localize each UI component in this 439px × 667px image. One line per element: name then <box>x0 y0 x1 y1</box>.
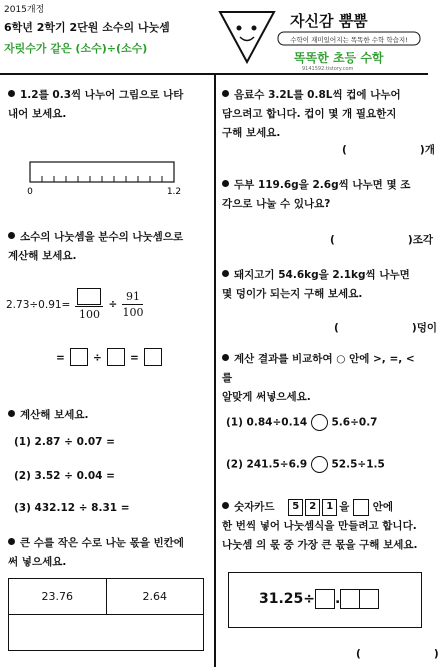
curriculum-tag: 2015개정 <box>4 5 45 15</box>
bullet-icon <box>8 90 15 97</box>
table-cell: 23.76 <box>9 579 107 615</box>
compare-row-1: (1) 0.84÷0.14 5.6÷0.7 <box>226 414 377 431</box>
bullet-icon <box>222 90 229 97</box>
bullet-icon <box>222 502 229 509</box>
worksheet-subtitle: 자릿수가 같은 (소수)÷(소수) <box>4 42 148 55</box>
question-4: 큰 수를 작은 수로 나눈 몫을 빈칸에 써 넣으세요. <box>8 537 184 568</box>
brand-url: 9141592.tistory.com <box>302 66 354 72</box>
digit-box[interactable] <box>340 589 360 609</box>
bullet-icon <box>8 538 15 545</box>
bullet-icon <box>222 354 229 361</box>
answer-blank[interactable]: ( )덩이 <box>334 322 437 334</box>
answer-blank[interactable]: ( )개 <box>342 144 435 156</box>
answer-blank[interactable]: ( ) <box>356 648 439 660</box>
bullet-icon <box>8 232 15 239</box>
answer-box[interactable] <box>144 348 162 366</box>
fraction-result-row: = ÷ = <box>56 346 162 366</box>
division-expression-box: 31.25÷ . <box>228 572 422 628</box>
question-7: 돼지고기 54.6kg을 2.1kg씩 나누면 몇 덩이가 되는지 구해 보세요. <box>222 269 410 300</box>
quotient-table <box>8 578 204 651</box>
answer-box[interactable] <box>70 348 88 366</box>
fraction-2: $\frac{91}{100}$ <box>122 290 144 319</box>
compare-row-2: (2) 241.5÷6.9 52.5÷1.5 <box>226 456 385 473</box>
bullet-icon <box>222 270 229 277</box>
ruler-start-label: 0 <box>27 187 33 197</box>
brand-subtitle: 똑똑한 초등 수학 <box>294 51 384 65</box>
answer-box[interactable] <box>107 348 125 366</box>
question-5: 음료수 3.2L를 0.8L씩 컵에 나누어 담으려고 합니다. 컵이 몇 개 필요한지 구해 보세요. <box>222 89 401 139</box>
worksheet-title: 6학년 2학기 2단원 소수의 나눗셈 <box>4 21 170 34</box>
brand-logo <box>216 4 424 72</box>
column-divider <box>214 75 216 667</box>
compare-circle[interactable] <box>311 456 328 473</box>
table-cell: 2.64 <box>106 579 203 615</box>
question-9: 숫자카드 5 2 1 을 안에 한 번씩 넣어 나눗셈식을 만들려고 합니다. 나눗셈 의 몫 중 가장 큰 몫을 구해 보세요. <box>222 500 418 551</box>
fraction-1: 100 <box>75 288 103 321</box>
brand-slogan: 수학이 재미있어지는 똑똑한 수학 학습지! <box>290 36 408 44</box>
calc-item-3: (3) 432.12 ÷ 8.31 = <box>14 502 130 514</box>
ruler-end-label: 1.2 <box>166 187 182 197</box>
digit-box[interactable] <box>315 589 335 609</box>
question-6: 두부 119.6g을 2.6g씩 나누면 몇 조 각으로 나눌 수 있나요? <box>222 179 411 210</box>
question-1: 1.2를 0.3씩 나누어 그림으로 나타 내어 보세요. <box>8 89 184 120</box>
numerator-answer-box[interactable] <box>77 288 101 305</box>
number-card: 5 <box>288 499 303 516</box>
number-line-ruler[interactable] <box>26 158 182 198</box>
fraction-expression: 2.73÷0.91= 100 ÷ $\frac{91}{100}$ <box>6 290 144 321</box>
triangle-mascot-icon <box>220 12 274 62</box>
question-8: 계산 결과를 비교하여 ○ 안에 >, =, < 를 알맞게 써넣으세요. <box>222 353 415 403</box>
quotient-answer-cell[interactable] <box>9 615 204 651</box>
calc-item-1: (1) 2.87 ÷ 0.07 = <box>14 436 115 448</box>
digit-box[interactable] <box>359 589 379 609</box>
brand-name: 자신감 뿜뿜 <box>290 12 368 30</box>
compare-circle[interactable] <box>311 414 328 431</box>
worksheet-header <box>0 0 428 74</box>
calc-item-2: (2) 3.52 ÷ 0.04 = <box>14 470 115 482</box>
answer-blank[interactable]: ( )조각 <box>330 234 433 246</box>
number-card: 2 <box>305 499 320 516</box>
bullet-icon <box>222 180 229 187</box>
card-slot-box[interactable] <box>353 499 369 516</box>
question-3: 계산해 보세요. <box>8 406 210 425</box>
question-2: 소수의 나눗셈을 분수의 나눗셈으로 계산해 보세요. <box>8 231 184 262</box>
number-card: 1 <box>322 499 337 516</box>
bullet-icon <box>8 410 15 417</box>
